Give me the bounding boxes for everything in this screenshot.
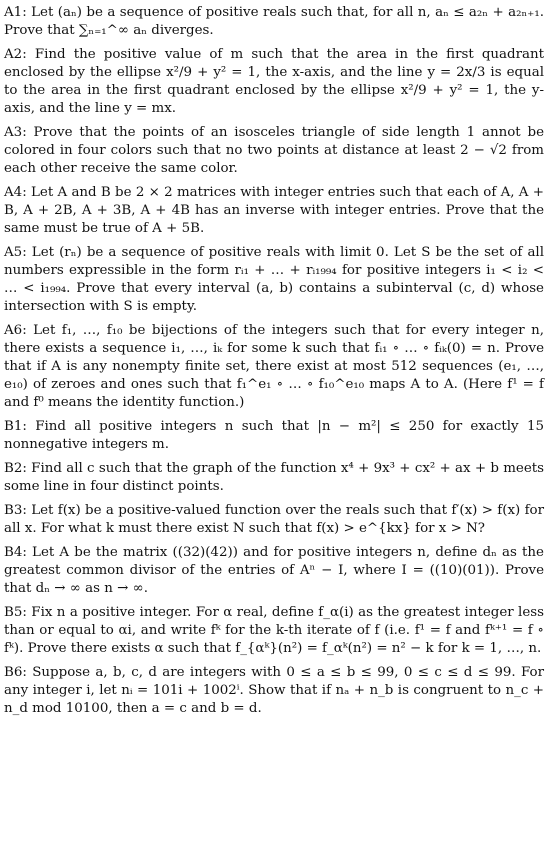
problem-label: A1:: [4, 5, 27, 20]
problem-text: Let A be the matrix ((32)(42)) and for positive integers n, define dₙ as the greatest common divisor of the entries of Aⁿ − I, where I = ((10)(01)). Prove that dₙ → ∞ as n → ∞.: [4, 545, 544, 596]
problem-text: Prove that the points of an isosceles triangle of side length 1 annot be colored in four colors such that no two points at distance at least 2 − √2 from each other receive the same color.: [4, 125, 544, 176]
problem-a5: [4, 244, 544, 316]
problem-label: A2:: [4, 47, 27, 62]
problem-a6: [4, 322, 544, 412]
problem-text: Suppose a, b, c, d are integers with 0 ≤ a ≤ b ≤ 99, 0 ≤ c ≤ d ≤ 99. For any integer i, let nᵢ = 101i + 1002ⁱ. Show that if nₐ + n_b is congruent to n_c + n_d mod 10100, then a = c and b = d.: [4, 665, 544, 716]
problem-text: Let f(x) be a positive-valued function over the reals such that f′(x) > f(x) for all x. For what k must there exist N such that f(x) > e^{kx} for x > N?: [4, 503, 544, 536]
problem-text: Let (aₙ) be a sequence of positive reals such that, for all n, aₙ ≤ a₂ₙ + a₂ₙ₊₁. Prove that ∑ₙ₌₁^∞ aₙ diverges.: [4, 5, 544, 38]
problem-a4: [4, 184, 544, 238]
problem-label: B6:: [4, 665, 27, 680]
problem-text: Let f₁, …, f₁₀ be bijections of the integers such that for every integer n, there exists a sequence i₁, …, iₖ for some k such that fᵢ₁ ∘ … ∘ fᵢₖ(0) = n. Prove that if A is any nonempty finite set, there exist at most 512 sequences (e₁, …, e₁₀) of zeroes and ones such that f₁^e₁ ∘ … ∘ f₁₀^e₁₀ maps A to A. (Here f¹ = f and f⁰ means the identity function.): [4, 323, 544, 410]
problem-text: Find the positive value of m such that the area in the first quadrant enclosed by the ellipse x²/9 + y² = 1, the x-axis, and the line y = 2x/3 is equal to the area in the first quadrant enclosed by the ellipse x²/9 + y² = 1, the y-axis, and the line y = mx.: [4, 47, 544, 116]
problem-b3: [4, 502, 544, 538]
problem-label: A5:: [4, 245, 27, 260]
problem-label: B2:: [4, 461, 27, 476]
problem-a3: [4, 124, 544, 178]
problem-a1: [4, 4, 544, 40]
problem-b1: [4, 418, 544, 454]
problem-label: B4:: [4, 545, 27, 560]
problem-text: Let A and B be 2 × 2 matrices with integer entries such that each of A, A + B, A + 2B, A + 3B, A + 4B has an inverse with integer entries. Prove that the same must be true of A + 5B.: [4, 185, 544, 236]
problem-text: Find all positive integers n such that |n − m²| ≤ 250 for exactly 15 nonnegative integers m.: [4, 419, 544, 452]
problem-text: Fix n a positive integer. For α real, define f_α(i) as the greatest integer less than or equal to αi, and write fᵏ for the k-th iterate of f (i.e. f¹ = f and fᵏ⁺¹ = f ∘ fᵏ). Prove there exists α such that f_{αᵏ}(n²) = f_αᵏ(n²) = n² − k for k = 1, …, n.: [4, 605, 544, 656]
problem-a2: [4, 46, 544, 118]
problem-label: A6:: [4, 323, 27, 338]
problem-b6: [4, 664, 544, 718]
problem-label: B1:: [4, 419, 27, 434]
problem-text: Let (rₙ) be a sequence of positive reals with limit 0. Let S be the set of all numbers expressible in the form rᵢ₁ + … + rᵢ₁₉₉₄ for positive integers i₁ < i₂ < … < i₁₉₉₄. Prove that every interval (a, b) contains a subinterval (c, d) whose intersection with S is empty.: [4, 245, 544, 314]
problem-label: A3:: [4, 125, 27, 140]
problem-text: Find all c such that the graph of the function x⁴ + 9x³ + cx² + ax + b meets some line in four distinct points.: [4, 461, 544, 494]
problem-label: B5:: [4, 605, 27, 620]
problem-label: A4:: [4, 185, 27, 200]
problem-b5: [4, 604, 544, 658]
problem-b2: [4, 460, 544, 496]
problem-label: B3:: [4, 503, 27, 518]
problem-b4: [4, 544, 544, 598]
